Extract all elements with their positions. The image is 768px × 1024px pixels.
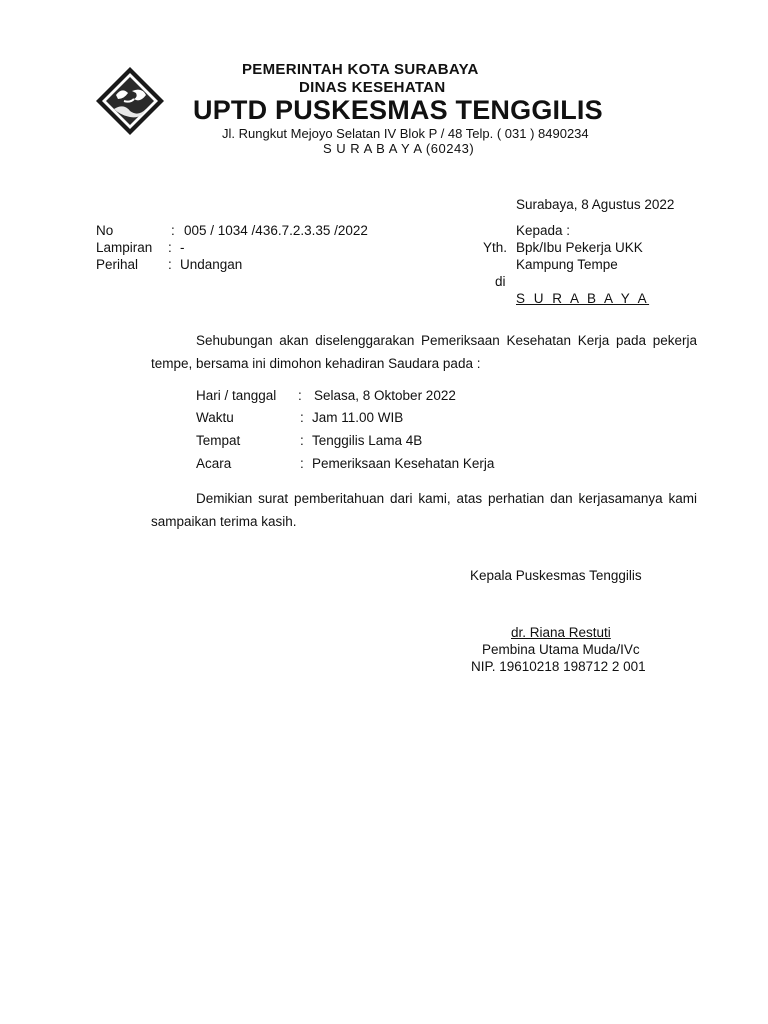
meta-perihal-value: Undangan xyxy=(180,257,243,272)
meta-no-colon: : xyxy=(171,223,175,238)
letter-date: Surabaya, 8 Agustus 2022 xyxy=(516,197,675,212)
meta-perihal-colon: : xyxy=(168,257,172,272)
recipient-place: Kampung Tempe xyxy=(516,257,618,272)
recipient-yth: Yth. xyxy=(483,240,508,255)
letterhead-government: PEMERINTAH KOTA SURABAYA xyxy=(242,61,479,78)
detail-hari-value: Selasa, 8 Oktober 2022 xyxy=(314,388,456,403)
detail-hari-label: Hari / tanggal xyxy=(196,388,277,403)
body-closing-paragraph: Demikian surat pemberitahuan dari kami, atas perhatian dan kerjasamanya kami sampaikan terima kasih. xyxy=(151,491,697,529)
detail-acara-colon: : xyxy=(300,456,304,471)
letterhead-department: DINAS KESEHATAN xyxy=(299,79,446,96)
meta-lampiran-label: Lampiran xyxy=(96,240,153,255)
letterhead-city: S U R A B A Y A (60243) xyxy=(323,141,475,156)
signature-nip: NIP. 19610218 198712 2 001 xyxy=(471,659,646,674)
detail-tempat-colon: : xyxy=(300,433,304,448)
recipient-di: di xyxy=(495,274,506,289)
detail-waktu-label: Waktu xyxy=(196,410,234,425)
detail-acara-label: Acara xyxy=(196,456,232,471)
city-emblem-logo xyxy=(94,65,166,137)
letterhead-institution: UPTD PUSKESMAS TENGGILIS xyxy=(193,95,603,125)
signature-position: Kepala Puskesmas Tenggilis xyxy=(470,568,642,583)
meta-no-value: 005 / 1034 /436.7.2.3.35 /2022 xyxy=(184,223,368,238)
detail-waktu-colon: : xyxy=(300,410,304,425)
body-intro-paragraph: Sehubungan akan diselenggarakan Pemeriksaan Kesehatan Kerja pada pekerja tempe, bersama ini dimohon kehadiran Saudara pada : xyxy=(151,333,697,371)
meta-no-label: No xyxy=(96,223,114,238)
meta-lampiran-value: - xyxy=(180,240,185,255)
recipient-name: Bpk/Ibu Pekerja UKK xyxy=(516,240,643,255)
recipient-kepada: Kepada : xyxy=(516,223,571,238)
meta-perihal-label: Perihal xyxy=(96,257,139,272)
meta-lampiran-colon: : xyxy=(168,240,172,255)
detail-tempat-value: Tenggilis Lama 4B xyxy=(312,433,423,448)
detail-hari-colon: : xyxy=(298,388,302,403)
letterhead-address: Jl. Rungkut Mejoyo Selatan IV Blok P / 48 Telp. ( 031 ) 8490234 xyxy=(222,126,589,141)
signature-name: dr. Riana Restuti xyxy=(511,625,611,640)
detail-acara-value: Pemeriksaan Kesehatan Kerja xyxy=(312,456,495,471)
signature-rank: Pembina Utama Muda/IVc xyxy=(482,642,640,657)
detail-waktu-value: Jam 11.00 WIB xyxy=(312,410,404,425)
detail-tempat-label: Tempat xyxy=(196,433,241,448)
recipient-city: S U R A B A Y A xyxy=(516,291,650,306)
